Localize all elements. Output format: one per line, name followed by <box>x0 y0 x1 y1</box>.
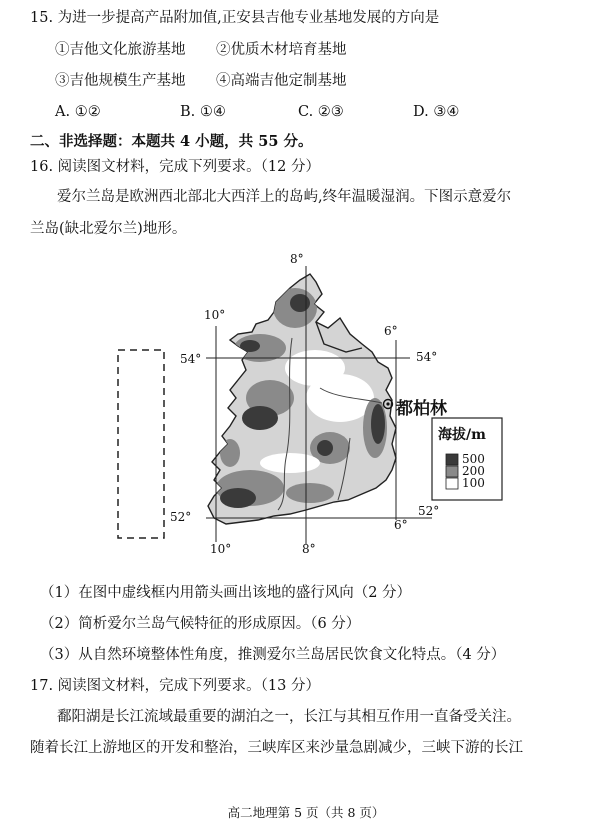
q16-stem: 16. 阅读图文材料，完成下列要求。（12 分） <box>30 159 320 175</box>
q16-paragraph-line2: 兰岛(缺北爱尔兰)地形。 <box>30 221 187 237</box>
q15-choice-a: A. ①② <box>55 104 101 120</box>
legend-title: 海拔/m <box>438 427 486 443</box>
lon-label-6-top: 6° <box>384 324 398 338</box>
lon-label-10-bottom: 10° <box>210 542 232 556</box>
section-heading: 二、非选择题：本题共 4 小题，共 55 分。 <box>30 133 313 150</box>
q15-choice-c: C. ②③ <box>298 104 344 120</box>
lon-label-10-top: 10° <box>204 308 226 322</box>
q15-choice-b: B. ①④ <box>180 104 226 120</box>
q16-sub3: （3）从自然环境整体性角度，推测爱尔兰岛居民饮食文化特点。（4 分） <box>40 647 506 663</box>
legend-200: 200 <box>462 464 485 478</box>
legend-500: 500 <box>462 452 485 466</box>
q17-paragraph-line2: 随着长江上游地区的开发和整治，三峡库区来沙量急剧减少，三峡下游的长江 <box>30 740 523 756</box>
page-footer: 高二地理第 5 页（共 8 页） <box>227 805 385 820</box>
lat-label-52-right: 52° <box>418 504 440 518</box>
city-label-dublin: 都柏林 <box>396 399 447 419</box>
q16-sub1: （1）在图中虚线框内用箭头画出该地的盛行风向（2 分） <box>40 585 412 601</box>
lat-label-54-right: 54° <box>416 350 438 364</box>
lon-label-8-bottom: 8° <box>302 542 316 556</box>
q15-item-1: ①吉他文化旅游基地 <box>55 42 186 58</box>
lat-label-54-left: 54° <box>180 352 202 366</box>
lon-label-6-bottom: 6° <box>394 518 408 532</box>
q16-paragraph-line1: 爱尔兰岛是欧洲西北部北大西洋上的岛屿,终年温暖湿润。下图示意爱尔 <box>57 189 512 205</box>
q15-item-3: ③吉他规模生产基地 <box>55 73 186 89</box>
q15-item-2: ②优质木材培育基地 <box>216 42 347 58</box>
q17-paragraph-line1: 鄱阳湖是长江流域最重要的湖泊之一，长江与其相互作用一直备受关注。 <box>57 709 521 725</box>
lon-label-8-top: 8° <box>290 252 304 266</box>
legend-100: 100 <box>462 476 485 490</box>
ireland-terrain-map <box>110 248 510 558</box>
q17-stem: 17. 阅读图文材料，完成下列要求。（13 分） <box>30 678 320 694</box>
q15-choice-d: D. ③④ <box>413 104 460 120</box>
lat-label-52-left: 52° <box>170 510 192 524</box>
q16-sub2: （2）简析爱尔兰岛气候特征的形成原因。（6 分） <box>40 616 361 632</box>
q15-stem: 15. 为进一步提高产品附加值,正安县吉他专业基地发展的方向是 <box>30 10 440 26</box>
q15-item-4: ④高端吉他定制基地 <box>216 73 347 89</box>
dashed-answer-box[interactable] <box>118 350 164 538</box>
